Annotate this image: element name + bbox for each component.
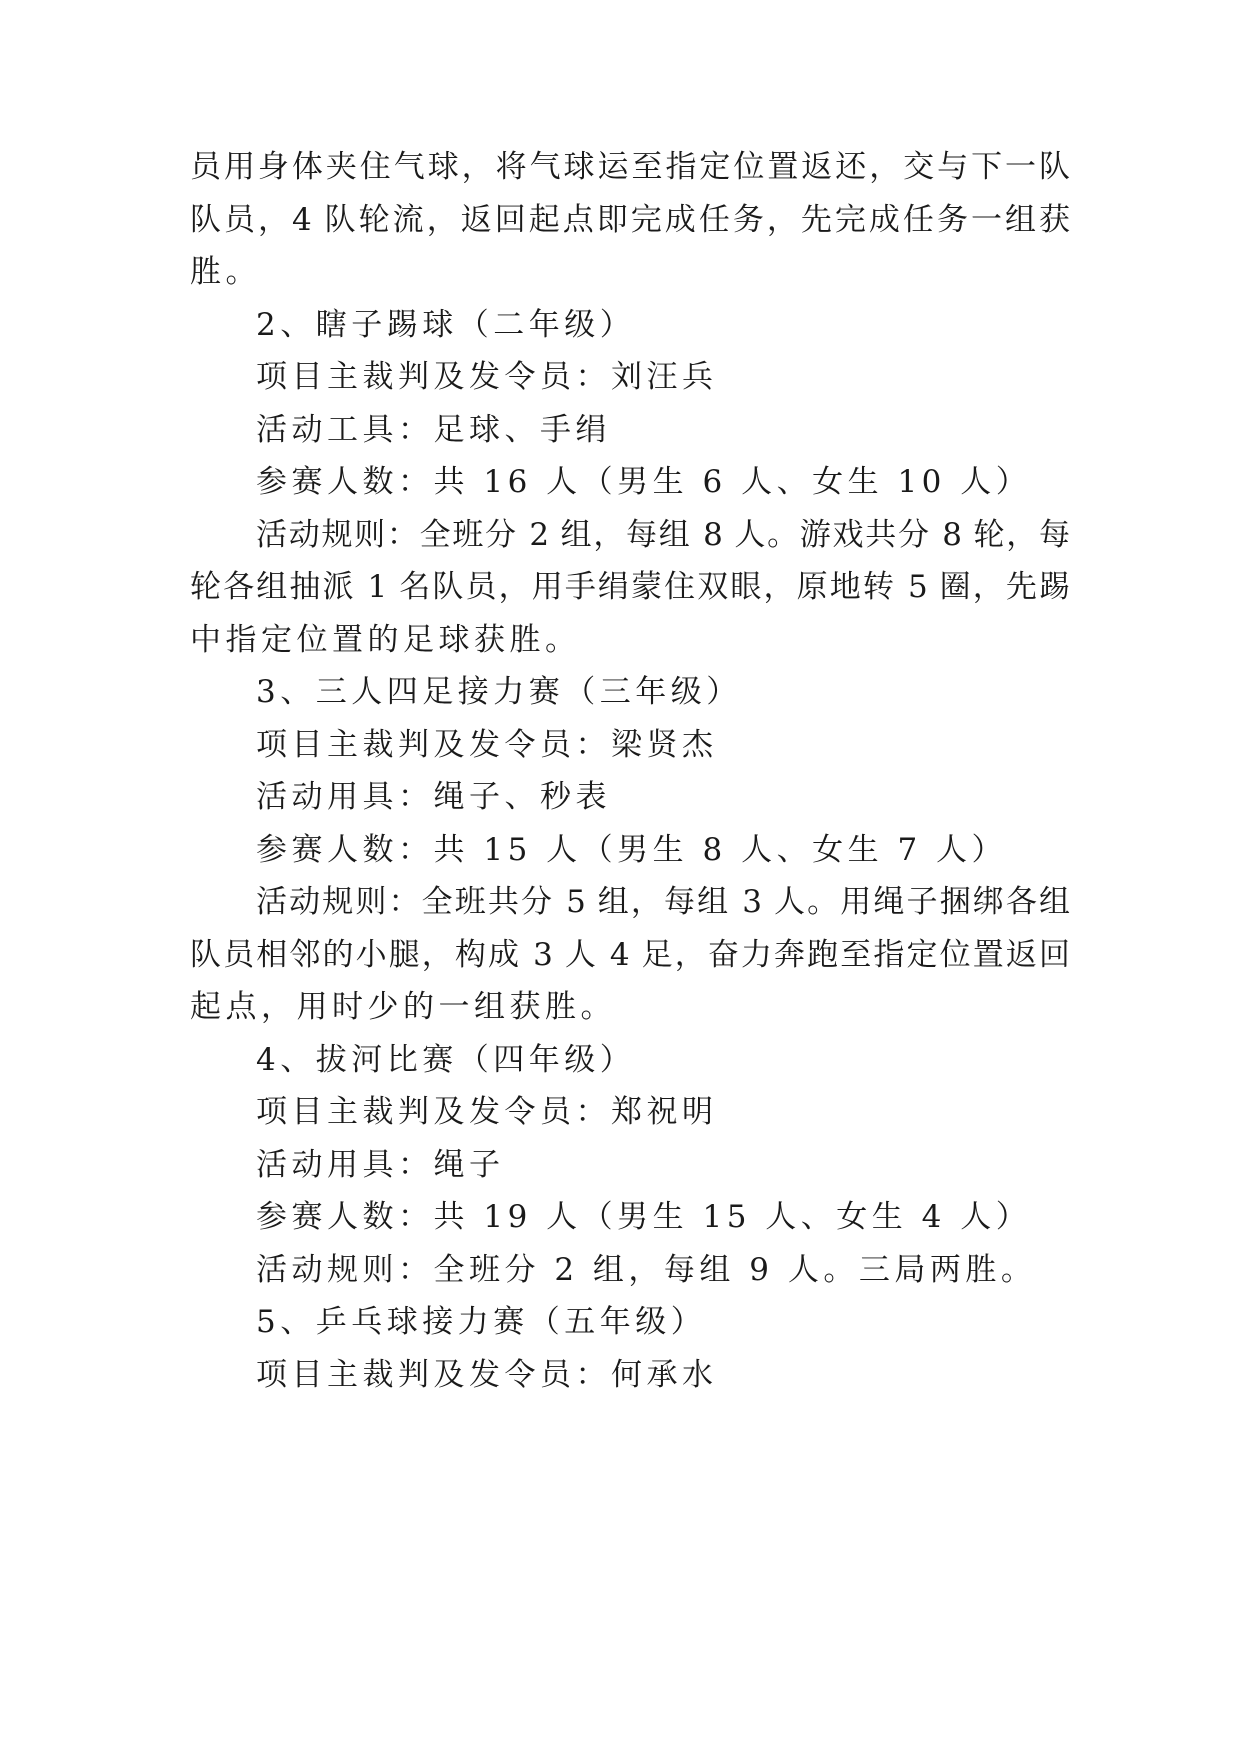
referee-line: 项目主裁判及发令员：郑祝明 <box>256 1094 718 1130</box>
paragraph-line: 队员，4 队轮流，返回起点即完成任务，先完成任务一组获 <box>190 202 1070 238</box>
paragraph-line: 中指定位置的足球获胜。 <box>190 622 581 658</box>
equipment-line: 活动用具：绳子 <box>256 1147 505 1183</box>
section-heading-4: 4、拔河比赛（四年级） <box>256 1042 636 1078</box>
referee-line: 项目主裁判及发令员：梁贤杰 <box>256 727 718 763</box>
equipment-line: 活动工具：足球、手绢 <box>256 412 611 448</box>
rules-line: 活动规则：全班共分 5 组，每组 3 人。用绳子捆绑各组 <box>256 884 1070 920</box>
participants-line: 参赛人数：共 15 人（男生 8 人、女生 7 人） <box>256 832 1008 868</box>
referee-line: 项目主裁判及发令员：刘汪兵 <box>256 359 718 395</box>
rules-line: 活动规则：全班分 2 组，每组 9 人。三局两胜。 <box>256 1252 1037 1288</box>
rules-line: 活动规则：全班分 2 组，每组 8 人。游戏共分 8 轮，每 <box>256 517 1070 553</box>
participants-line: 参赛人数：共 16 人（男生 6 人、女生 10 人） <box>256 464 1032 500</box>
equipment-line: 活动用具：绳子、秒表 <box>256 779 611 815</box>
section-heading-2: 2、瞎子踢球（二年级） <box>256 307 636 343</box>
paragraph-line: 轮各组抽派 1 名队员，用手绢蒙住双眼，原地转 5 圈，先踢 <box>190 569 1070 605</box>
paragraph-line: 起点，用时少的一组获胜。 <box>190 989 616 1025</box>
paragraph-line: 胜。 <box>190 254 261 290</box>
referee-line: 项目主裁判及发令员：何承水 <box>256 1357 718 1393</box>
paragraph-line: 员用身体夹住气球，将气球运至指定位置返还，交与下一队 <box>190 149 1070 185</box>
paragraph-line: 队员相邻的小腿，构成 3 人 4 足，奋力奔跑至指定位置返回 <box>190 937 1070 973</box>
section-heading-3: 3、三人四足接力赛（三年级） <box>256 674 742 710</box>
participants-line: 参赛人数：共 19 人（男生 15 人、女生 4 人） <box>256 1199 1032 1235</box>
section-heading-5: 5、乒乓球接力赛（五年级） <box>256 1304 707 1340</box>
